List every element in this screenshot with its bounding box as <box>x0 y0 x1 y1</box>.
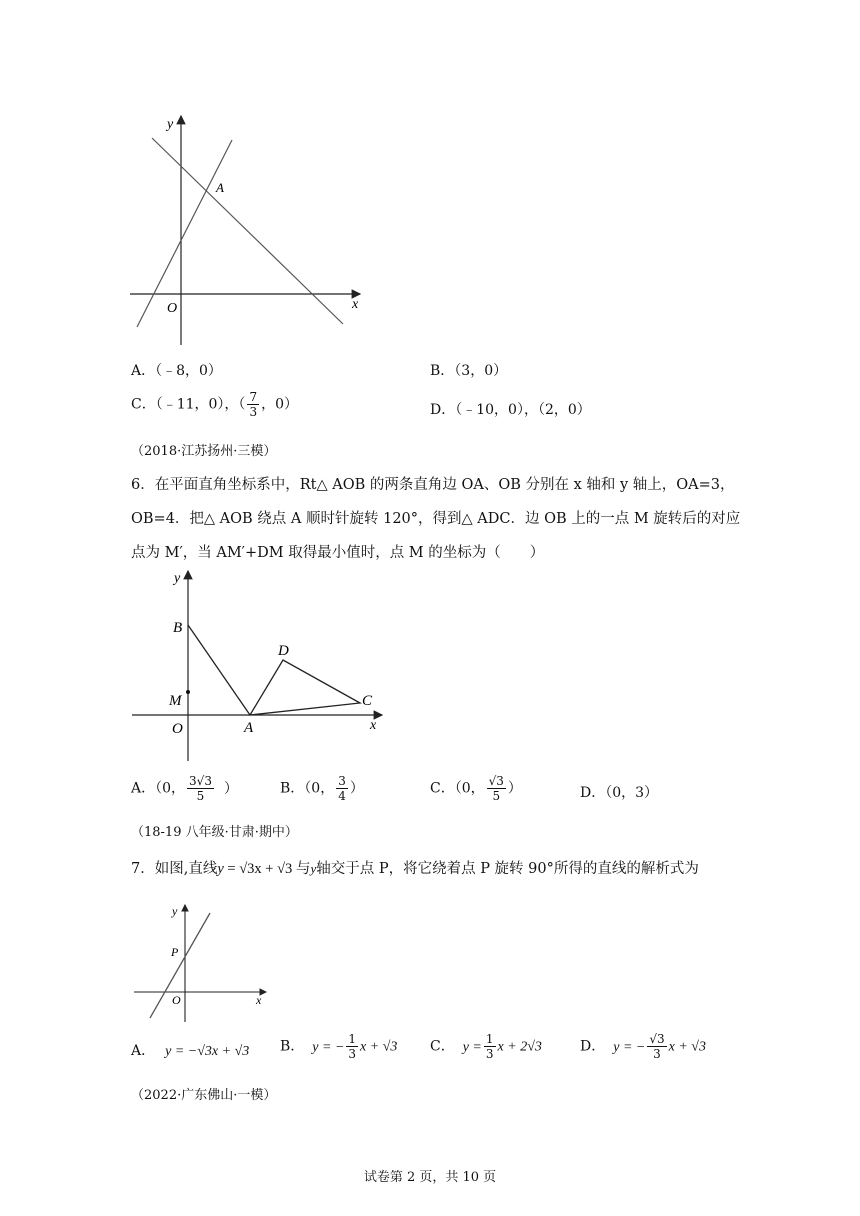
q5-option-c-pre: C．（﹣11，0），（ <box>131 396 246 413</box>
q6-stem-line2: OB=4．把△ AOB 绕点 A 顺时针旋转 120°，得到△ ADC．边 OB 上的一点 M 旋转后的对应 <box>131 511 741 527</box>
q5-option-c <box>131 390 298 419</box>
q6-source: （2018·江苏扬州·三模） <box>131 444 277 459</box>
q6-stem-line1: 6．在平面直角坐标系中，Rt△ AOB 的两条直角边 OA、OB 分别在 x 轴和 y 轴上，OA=3， <box>131 477 735 493</box>
point-A-label: A <box>216 180 224 195</box>
q8-source-header: （2022·广东佛山·一模） <box>131 1088 277 1103</box>
origin-label: O <box>172 993 181 1007</box>
q7-option-c-frac: $\frac{1}{3}$ <box>485 1032 494 1061</box>
q7-figure <box>128 900 278 1025</box>
point-M <box>186 690 190 694</box>
q5-option-a: A．（﹣8，0） <box>131 363 222 379</box>
page-footer: 试卷第 2 页，共 10 页 <box>363 1170 497 1185</box>
q5-option-b: B．（3，0） <box>430 363 508 379</box>
q7-option-d: D． y = − $\frac{√3}{3}$ x + √3 <box>580 1032 706 1061</box>
q6-option-d: D．（0，3） <box>580 785 659 801</box>
point-A-label: A <box>244 720 254 736</box>
q7-option-b-frac: $\frac{1}{3}$ <box>348 1032 357 1061</box>
q6-stem-line3: 点为 M′，当 AM′+DM 取得最小值时，点 M 的坐标为（ ） <box>131 545 545 561</box>
q6-option-c: C．（0， $\frac{√3}{5}$ ） <box>430 774 522 803</box>
q7-option-c: C． y = $\frac{1}{3}$ x + 2√3 <box>430 1032 542 1061</box>
point-P-label: P <box>171 945 179 959</box>
q7-option-b: B． y = − $\frac{1}{3}$ x + √3 <box>280 1032 398 1061</box>
q5-option-d: D．（﹣10，0），（2，0） <box>430 402 591 418</box>
q5-option-c-frac: $\frac{7}{3}$ <box>249 390 258 419</box>
q6-option-b-frac: $\frac{3}{4}$ <box>338 774 346 803</box>
q7-option-a: A． y = −√3x + √3 <box>131 1043 250 1059</box>
origin-label: O <box>167 301 178 316</box>
q6-option-a-frac: $\frac{3√3}{5}$ <box>189 774 212 803</box>
y-label: y <box>167 117 174 132</box>
point-D-label: D <box>278 643 289 659</box>
q7-source-header: （18-19 八年级·甘肃·期中） <box>131 825 298 840</box>
q7-option-d-frac: $\frac{√3}{3}$ <box>649 1032 665 1061</box>
line-rising <box>137 140 232 327</box>
point-C-label: C <box>362 693 373 709</box>
point-B-label: B <box>173 620 183 636</box>
x-label: x <box>256 993 262 1007</box>
q5-figure <box>120 110 380 350</box>
triangle-AOB <box>188 625 250 715</box>
q6-option-b: B．（0， $\frac{3}{4}$ ） <box>280 774 364 803</box>
y-label: y <box>172 904 178 918</box>
q6-figure <box>120 565 400 765</box>
y-label: y <box>174 571 181 586</box>
origin-label: O <box>172 721 183 737</box>
point-M-label: M <box>169 693 182 709</box>
x-label: x <box>370 718 377 733</box>
x-label: x <box>352 297 359 312</box>
q5-option-c-post: ，0） <box>261 396 298 413</box>
q6-option-c-frac: $\frac{√3}{5}$ <box>488 774 504 803</box>
triangle-ADC <box>250 660 360 715</box>
q6-option-a: A．（0， $\frac{3√3}{5}$ ） <box>131 774 238 803</box>
q7-stem: 7．如图,直线y = √3x + √3 与y轴交于点 P，将它绕着点 P 旋转 90°所得的直线的解析式为 <box>131 861 699 877</box>
